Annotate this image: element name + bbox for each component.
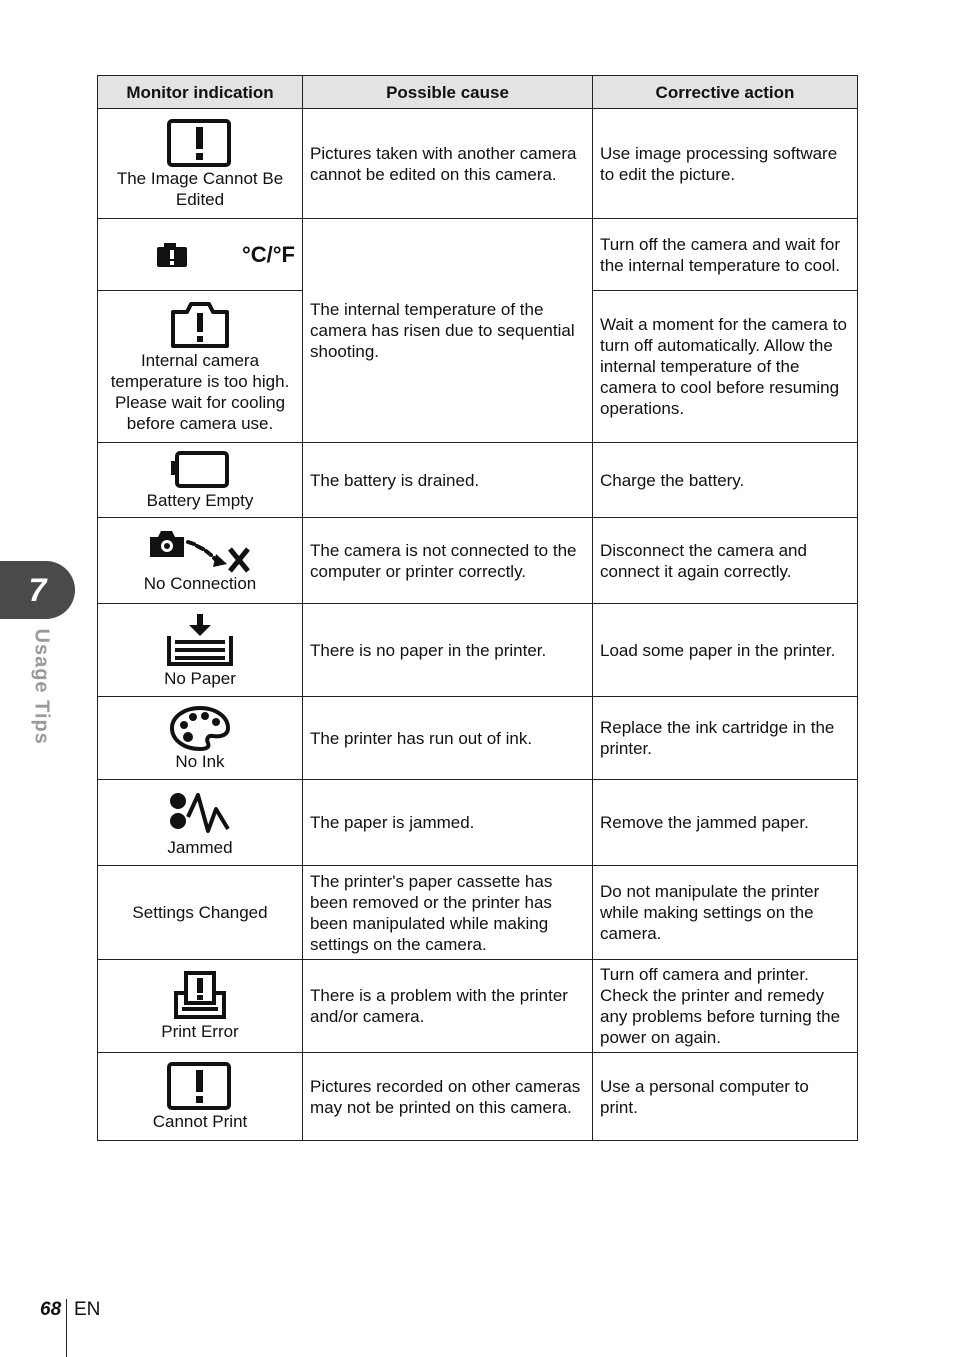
cause-cell: The printer has run out of ink. [303, 697, 593, 780]
cause-cell: The battery is drained. [303, 443, 593, 518]
action-cell: Turn off camera and printer. Check the printer and remedy any problems before turning the power on again. [593, 960, 858, 1053]
table-row [98, 866, 858, 960]
action-cell: Turn off the camera and wait for the internal temperature to cool. [593, 219, 858, 291]
exclamation-frame-icon [167, 118, 233, 168]
indication-label: Internal camera temperature is too high. Please wait for cooling before camera use. [110, 350, 290, 433]
table-row [98, 697, 858, 780]
indication-cell [98, 518, 303, 604]
footer-divider [66, 1299, 67, 1357]
indication-label: The Image Cannot Be Edited [116, 168, 284, 209]
indication-cell [98, 1053, 303, 1141]
table-header-row [98, 76, 858, 109]
ink-palette-icon [169, 705, 231, 751]
table-row [98, 109, 858, 219]
chapter-title [26, 628, 56, 752]
cause-cell: The camera is not connected to the computer or printer correctly. [303, 518, 593, 604]
action-cell: Charge the battery. [593, 443, 858, 518]
indication-cell [98, 960, 303, 1053]
indication-cell [98, 697, 303, 780]
cause-cell: Pictures taken with another camera cannot be edited on this camera. [303, 109, 593, 219]
chapter-title-text: Usage Tips [30, 628, 53, 745]
page-number: 68 [40, 1299, 62, 1320]
header-monitor-indication: Monitor indication [98, 76, 303, 109]
page-language: EN [74, 1299, 101, 1320]
action-cell: Remove the jammed paper. [593, 780, 858, 866]
temperature-unit-text: °C/°F [241, 242, 295, 267]
table-row [98, 443, 858, 518]
table-row [98, 604, 858, 697]
printer-error-icon [172, 971, 228, 1021]
action-cell: Replace the ink cartridge in the printer. [593, 697, 858, 780]
cause-cell: The internal temperature of the camera has risen due to sequential shooting. [303, 219, 593, 443]
cause-cell: The printer's paper cassette has been removed or the printer has been manipulated while making settings on the camera. [303, 866, 593, 960]
action-cell: Load some paper in the printer. [593, 604, 858, 697]
indication-cell [98, 219, 303, 291]
action-cell: Do not manipulate the printer while making settings on the camera. [593, 866, 858, 960]
no-connection-icon [148, 527, 252, 573]
indication-label: Battery Empty [146, 490, 254, 510]
table-row [98, 518, 858, 604]
indication-cell [98, 866, 303, 960]
cause-cell: There is a problem with the printer and/or camera. [303, 960, 593, 1053]
header-corrective-action: Corrective action [593, 76, 858, 109]
error-table [97, 75, 858, 1141]
cause-cell: There is no paper in the printer. [303, 604, 593, 697]
paper-jam-icon [168, 787, 232, 837]
empty-battery-icon [170, 450, 230, 490]
cause-cell: Pictures recorded on other cameras may not be printed on this camera. [303, 1053, 593, 1141]
indication-cell [98, 291, 303, 443]
indication-cell [98, 780, 303, 866]
chapter-number: 7 [28, 572, 47, 608]
indication-label: No Ink [175, 751, 225, 771]
indication-label: Cannot Print [152, 1112, 248, 1131]
action-cell: Wait a moment for the camera to turn off automatically. Allow the internal temperature of the camera to cool before resuming operations. [593, 291, 858, 443]
cause-cell: The paper is jammed. [303, 780, 593, 866]
exclamation-frame-icon [167, 1061, 233, 1111]
indication-label: No Paper [164, 668, 236, 688]
header-possible-cause: Possible cause [303, 76, 593, 109]
table-row [98, 1053, 858, 1141]
camera-warning-icon [169, 300, 231, 350]
action-cell: Use image processing software to edit the picture. [593, 109, 858, 219]
table-row [98, 780, 858, 866]
indication-cell [98, 109, 303, 219]
table-row [98, 219, 858, 291]
indication-cell [98, 443, 303, 518]
indication-cell [98, 604, 303, 697]
indication-label: No Connection [143, 574, 257, 593]
table-row [98, 960, 858, 1053]
paper-tray-icon [165, 612, 235, 668]
action-cell: Use a personal computer to print. [593, 1053, 858, 1141]
indication-label: Print Error [161, 1021, 239, 1041]
indication-label: Jammed [167, 838, 233, 857]
camera-temperature-icon [156, 242, 188, 268]
indication-label: Settings Changed [132, 903, 268, 922]
action-cell: Disconnect the camera and connect it again correctly. [593, 518, 858, 604]
